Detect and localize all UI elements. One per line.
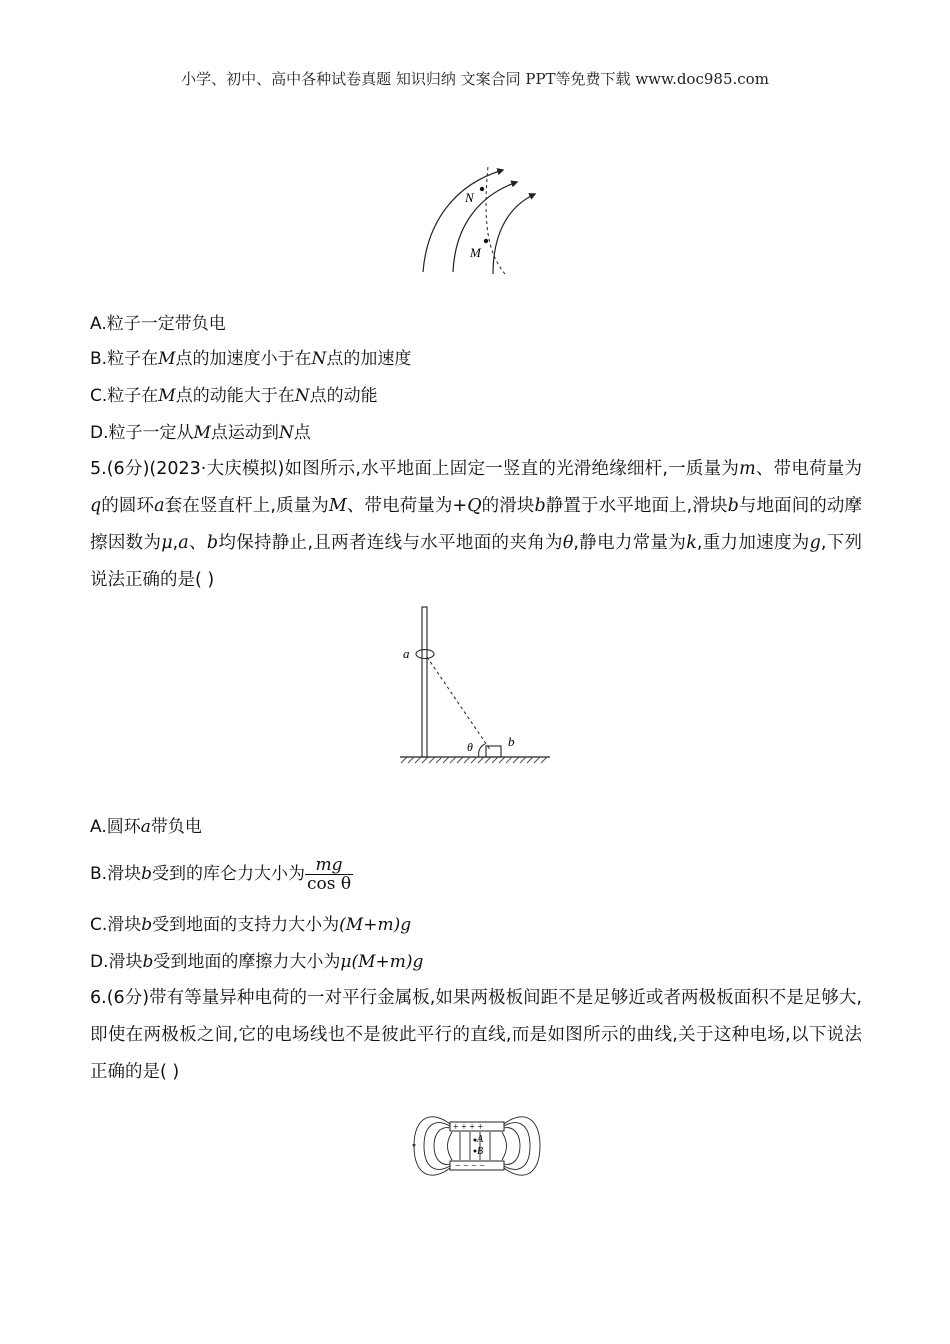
q4-option-c: C.粒子在M点的动能大于在N点的动能 [90, 386, 378, 406]
q4-option-a: A.粒子一定带负电 [90, 314, 226, 334]
label-a: A [477, 1134, 484, 1145]
plus-signs: + + + + [453, 1122, 484, 1133]
field-lines-figure [415, 162, 545, 277]
label-m: M [470, 245, 481, 260]
q4-option-d: D.粒子一定从M点运动到N点 [90, 423, 311, 443]
q5-option-d: D.滑块b受到地面的摩擦力大小为μ(M+m)g [90, 952, 424, 972]
coulomb-force-fraction: $\frac{mg}{\text{cos θ}}$ [306, 854, 352, 894]
ground-hatching [401, 757, 547, 763]
page-header: 小学、初中、高中各种试卷真题 知识归纳 文案合同 PPT等免费下载 www.doc985.com [181, 70, 769, 88]
q5-option-b: B.滑块b受到的库仑力大小为 $\frac{mg}{\text{cos θ}}$ [90, 854, 352, 894]
label-b: B [477, 1146, 484, 1157]
point-n-dot [480, 187, 484, 191]
q5-option-a: A.圆环a带负电 [90, 817, 202, 837]
vertical-rod [422, 607, 427, 757]
parallel-plates-figure [402, 1102, 552, 1192]
q4-option-b: B.粒子在M点的加速度小于在N点的加速度 [90, 349, 412, 369]
label-n: N [465, 190, 474, 205]
field-line-2 [453, 182, 517, 272]
rod-ring-block-figure [395, 605, 555, 770]
connecting-dashed-line [427, 657, 491, 751]
q5-option-c: C.滑块b受到地面的支持力大小为(M+m)g [90, 915, 412, 935]
angle-arc [479, 744, 485, 757]
minus-signs: − − − − [455, 1161, 486, 1172]
q5-stem: 5.(6分)(2023·大庆模拟)如图所示,水平地面上固定一竖直的光滑绝缘细杆,一质量为m、带电荷量为q的圆环a套在竖直杆上,质量为M、带电荷量为+Q的滑块b静置于水平地面上,滑块b与地面间的动摩擦因数为μ,a、b均保持静止,且两者连线与水平地面的夹角为θ,静电力常量为k,重力加速度为g,下列说法正确的是( ) [90, 459, 863, 590]
point-m-dot [484, 239, 488, 243]
label-b: b [508, 734, 515, 749]
label-theta: θ [467, 740, 473, 754]
q6-stem: 6.(6分)带有等量异种电荷的一对平行金属板,如果两极板间距不是足够近或者两极板面积不是足够大,即使在两极板之间,它的电场线也不是彼此平行的直线,而是如图所示的曲线,关于这种电场,以下说法正确的是( ) [90, 988, 862, 1082]
ring-a [416, 650, 434, 659]
field-line-1 [423, 170, 503, 272]
field-line-3 [493, 194, 535, 274]
label-a: a [403, 646, 410, 661]
trajectory-dashed [486, 166, 505, 274]
